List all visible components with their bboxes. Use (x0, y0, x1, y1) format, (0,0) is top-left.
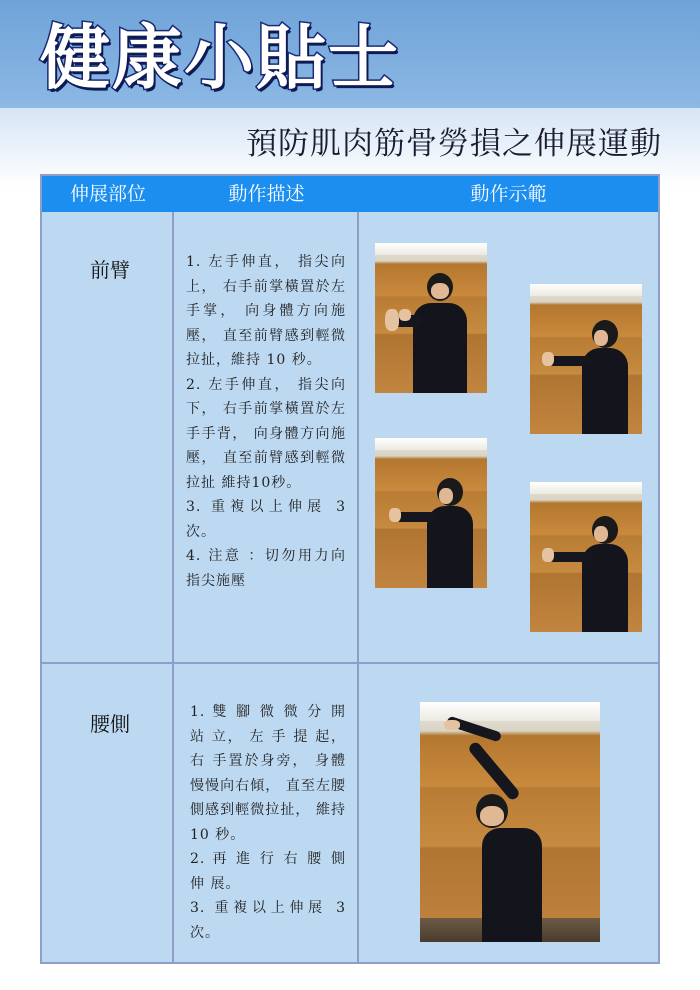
page-subtitle: 預防肌肉筋骨勞損之伸展運動 (246, 126, 662, 162)
step-text: 3. 重複以上伸展 3 次。 (190, 900, 346, 941)
column-header-description: 動作描述 (228, 183, 305, 205)
step-text: 2. 再 進 行 右 腰 側 伸 展。 (190, 851, 346, 892)
forearm-photo-side-2 (375, 438, 487, 588)
step-text: 4. 注意 ：切勿用力向指尖施壓 (186, 548, 346, 589)
column-header-part: 伸展部位 (69, 183, 146, 205)
forearm-photo-front (375, 243, 487, 393)
table-header (42, 176, 658, 212)
waist-side-photo (420, 702, 600, 942)
column-header-demonstration: 動作示範 (470, 183, 547, 205)
step-text: 2. 左手伸直， 指尖向下， 右手前掌橫置於左手手背， 向身體方向施壓， 直至前臂感到輕微拉扯 維持10秒。 (186, 376, 346, 491)
step-text: 1. 雙 腳 微 微 分 開 站 立， 左 手 提 起， 右 手置於身旁， 身體慢慢向右傾， 直至左腰側感到輕微拉扯， 維持 10 秒。 (190, 704, 346, 843)
row-part-waist-side: 腰側 (90, 712, 130, 736)
forearm-photo-side-1 (530, 284, 642, 434)
forearm-photo-side-3 (530, 482, 642, 632)
row-description-waist-side (190, 700, 346, 945)
row-divider (42, 662, 658, 664)
row-description-forearm (186, 250, 346, 593)
page-title: 健康小貼士 (40, 17, 400, 99)
stretch-table (40, 174, 660, 964)
column-divider (357, 212, 359, 962)
row-part-forearm: 前臂 (90, 258, 130, 282)
column-divider (172, 212, 174, 962)
step-text: 1. 左手伸直， 指尖向上， 右手前掌橫置於左手掌， 向身體方向施壓， 直至前臂感到輕微拉扯，維持 10 秒。 (186, 254, 346, 368)
step-text: 3. 重複以上伸展 3 次。 (186, 499, 346, 540)
